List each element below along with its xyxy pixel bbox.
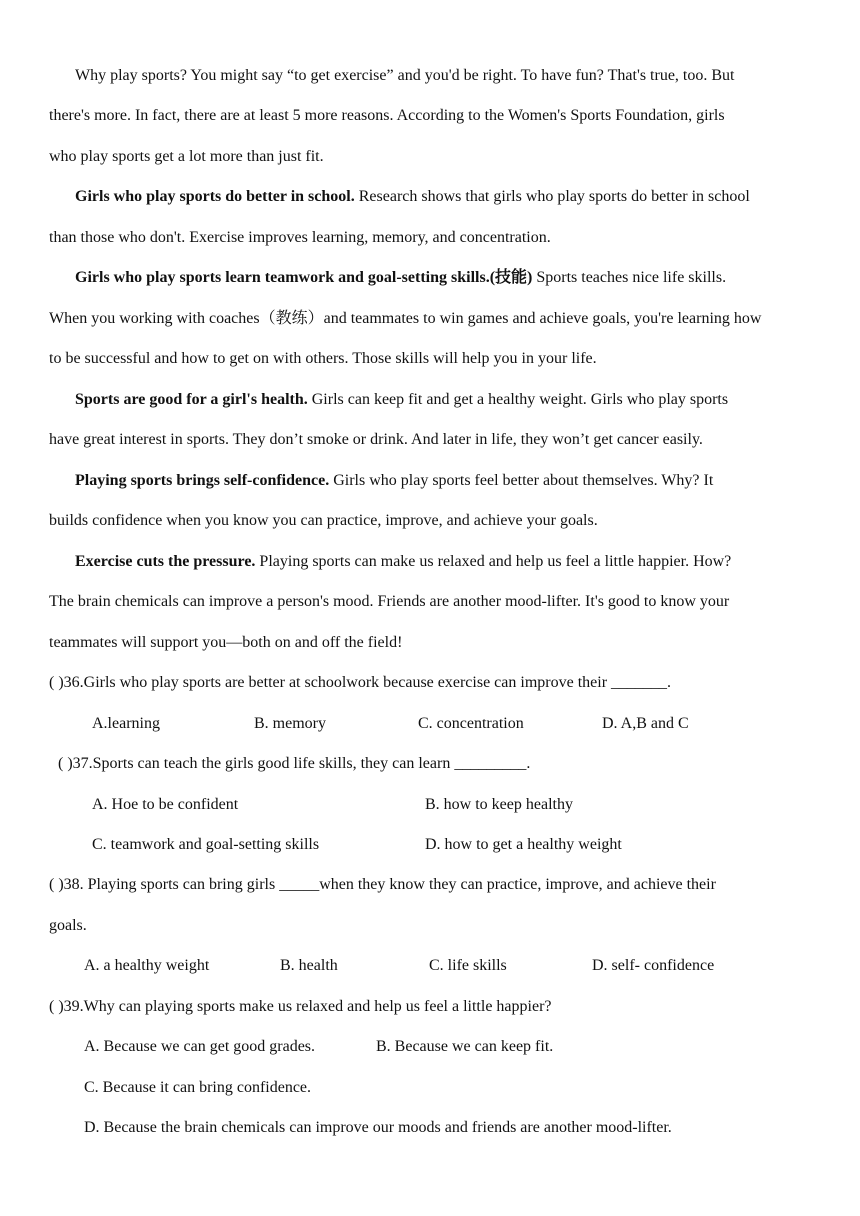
passage-p2-line2: than those who don't. Exercise improves learning, memory, and concentration. — [49, 229, 551, 246]
question-36-option-b: B. memory — [254, 715, 326, 732]
question-38-option-a: A. a healthy weight — [84, 957, 210, 974]
passage-p5-text: Girls who play sports feel better about themselves. Why? It — [329, 472, 714, 489]
passage-p3-line1 — [75, 268, 726, 288]
passage-p1-line3: who play sports get a lot more than just fit. — [49, 148, 324, 165]
question-38-stem: ( )38. Playing sports can bring girls _____when they know they can practice, improve, and achieve their — [49, 876, 716, 893]
question-37-option-c: C. teamwork and goal-setting skills — [92, 836, 320, 853]
passage-p2-heading: Girls who play sports do better in school. — [75, 188, 355, 205]
question-36-stem: ( )36.Girls who play sports are better at schoolwork because exercise can improve their _______. — [49, 674, 672, 691]
question-36-option-c: C. concentration — [418, 715, 524, 732]
question-36-option-d: D. A,B and C — [602, 715, 689, 732]
passage-p4-text: Girls can keep fit and get a healthy weight. Girls who play sports — [307, 391, 729, 408]
passage-p6-line1 — [75, 552, 731, 572]
question-39-option-a: A. Because we can get good grades. — [84, 1038, 316, 1055]
passage-p3-line3: to be successful and how to get on with others. Those skills will help you in your life. — [49, 350, 597, 367]
question-38-option-d: D. self- confidence — [592, 957, 715, 974]
question-37-option-a: A. Hoe to be confident — [92, 796, 239, 813]
passage-p2-line1 — [75, 187, 750, 207]
question-39-option-b: B. Because we can keep fit. — [376, 1038, 554, 1055]
passage-p3-heading: Girls who play sports learn teamwork and goal-setting skills.(技能) — [75, 269, 533, 286]
question-36-option-a: A.learning — [92, 715, 160, 732]
question-38-stem-line2: goals. — [49, 917, 87, 934]
passage-p6-heading: Exercise cuts the pressure. — [75, 553, 256, 570]
passage-p5-heading: Playing sports brings self-confidence. — [75, 472, 330, 489]
passage-p5-line1 — [75, 471, 713, 491]
question-37-stem: ( )37.Sports can teach the girls good life skills, they can learn _________. — [58, 755, 531, 772]
passage-p2-text: Research shows that girls who play sports do better in school — [354, 188, 750, 205]
question-39-option-d: D. Because the brain chemicals can improve our moods and friends are another mood-lifter. — [84, 1119, 672, 1136]
passage-p1-line2: there's more. In fact, there are at least 5 more reasons. According to the Women's Sports Foundation, girls — [49, 107, 725, 124]
passage-p1-line1: Why play sports? You might say “to get exercise” and you'd be right. To have fun? That's true, too. But — [75, 67, 735, 84]
question-38-option-c: C. life skills — [429, 957, 507, 974]
passage-p3-line2: When you working with coaches（教练）and teammates to win games and achieve goals, you're learning how — [49, 310, 762, 327]
passage-p4-line2: have great interest in sports. They don’t smoke or drink. And later in life, they won’t get cancer easily. — [49, 431, 703, 448]
question-38-option-b: B. health — [280, 957, 338, 974]
passage-p3-text: Sports teaches nice life skills. — [532, 269, 727, 286]
passage-p6-line2: The brain chemicals can improve a person's mood. Friends are another mood-lifter. It's good to know your — [49, 593, 730, 610]
passage-p5-line2: builds confidence when you know you can practice, improve, and achieve your goals. — [49, 512, 598, 529]
question-39-option-c: C. Because it can bring confidence. — [84, 1079, 312, 1096]
question-37-option-b: B. how to keep healthy — [425, 796, 573, 813]
passage-p6-text: Playing sports can make us relaxed and help us feel a little happier. How? — [255, 553, 732, 570]
passage-p4-line1 — [75, 390, 728, 410]
passage-p6-line3: teammates will support you—both on and off the field! — [49, 634, 403, 651]
passage-p4-heading: Sports are good for a girl's health. — [75, 391, 308, 408]
question-37-option-d: D. how to get a healthy weight — [425, 836, 622, 853]
question-39-stem: ( )39.Why can playing sports make us relaxed and help us feel a little happier? — [49, 998, 552, 1015]
